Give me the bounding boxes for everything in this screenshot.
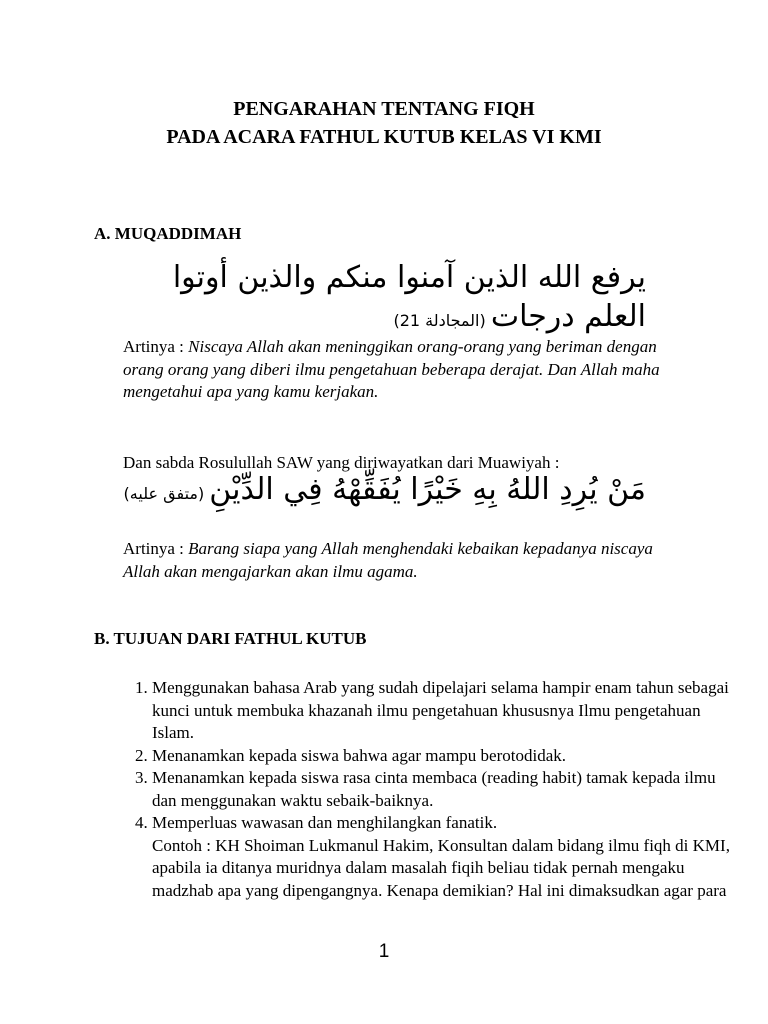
arabic-verse-reference: (المجادلة 21) [393, 311, 486, 330]
translation-verse [123, 336, 683, 404]
artinya-label: Artinya : [123, 539, 189, 558]
arabic-hadith: مَنْ يُرِدِ اللهُ بِهِ خَيْرًا يُفَقِّهْهُ فِي الدِّيْنِ [209, 472, 646, 507]
list-item: 1. Menggunakan bahasa Arab yang sudah dipelajari selama hampir enam tahun sebagai kunci untuk membuka khazanah ilmu pengetahuan khususnya Ilmu pengetahuan Islam. [152, 677, 742, 745]
arabic-hadith-group [116, 470, 646, 510]
list-item-text: Memperluas wawasan dan menghilangkan fanatik. [152, 813, 498, 832]
list-item: 3. Menanamkan kepada siswa rasa cinta membaca (reading habit) tamak kepada ilmu dan menggunakan waktu sebaik-baiknya. [152, 767, 742, 812]
section-b-heading: B. TUJUAN DARI FATHUL KUTUB [94, 629, 367, 648]
list-item [152, 812, 742, 902]
objectives-list [94, 677, 742, 902]
artinya-text: Barang siapa yang Allah menghendaki kebaikan kepadanya niscaya Allah akan mengajarkan akan ilmu agama. [123, 539, 653, 581]
page-number: 1 [378, 941, 390, 962]
translation-hadith [123, 538, 683, 583]
document-title-line1: PENGARAHAN TENTANG FIQH [233, 98, 535, 120]
hadith-intro: Dan sabda Rosulullah SAW yang diriwayatkan dari Muawiyah : [123, 453, 560, 472]
list-item-example: Contoh : KH Shoiman Lukmanul Hakim, Konsultan dalam bidang ilmu fiqh di KMI, apabila ia ditanya muridnya dalam masalah fiqih beliau tidak pernah mengaku madzhab apa yang dipengangnya. Kenapa demikian? Hal ini dimaksudkan agar para [152, 835, 730, 900]
arabic-verse-line2: العلم درجات [490, 299, 646, 334]
document-title-line2: PADA ACARA FATHUL KUTUB KELAS VI KMI [166, 126, 602, 148]
artinya-label: Artinya : [123, 337, 189, 356]
arabic-verse-line1: يرفع الله الذين آمنوا منكم والذين أوتوا [172, 260, 646, 295]
arabic-hadith-reference: (متفق عليه) [123, 484, 205, 503]
arabic-verse-line2-group [393, 297, 646, 337]
artinya-text: Niscaya Allah akan meninggikan orang-orang yang beriman dengan orang orang yang diberi ilmu pengetahuan beberapa derajat. Dan Allah maha mengetahui apa yang kamu kerjakan. [123, 337, 660, 401]
list-item: 2. Menanamkan kepada siswa bahwa agar mampu berotodidak. [152, 745, 742, 768]
section-a-heading: A. MUQADDIMAH [94, 224, 242, 243]
